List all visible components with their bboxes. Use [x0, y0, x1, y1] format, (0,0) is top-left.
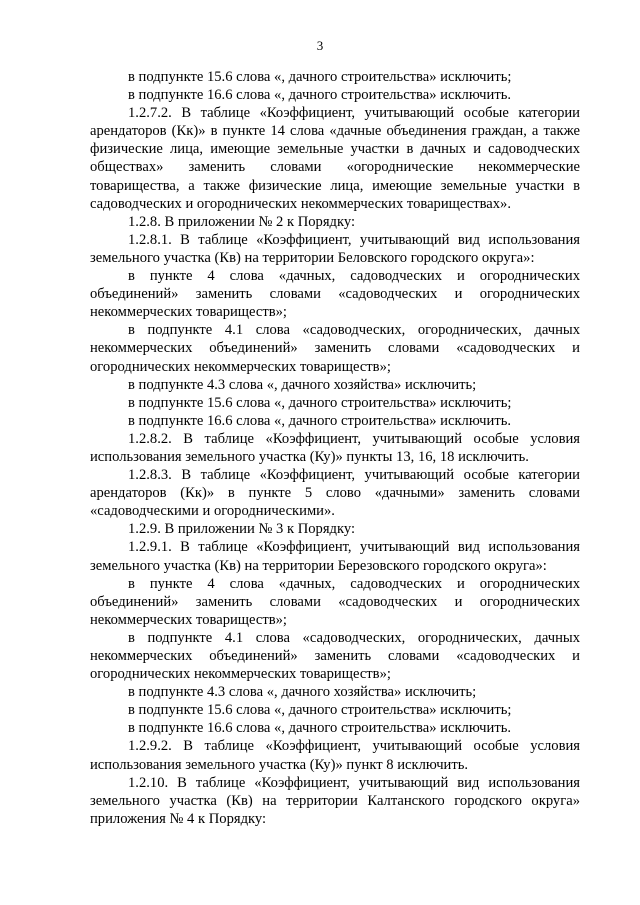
paragraph: 1.2.8.1. В таблице «Коэффициент, учитывающий вид использования земельного участка (Кв) на территории Беловского городского округа»: [90, 231, 580, 266]
paragraph: в подпункте 16.6 слова «, дачного строительства» исключить. [128, 412, 512, 429]
paragraph: 1.2.9. В приложении № 3 к Порядку: [128, 521, 356, 538]
paragraph: в подпункте 16.6 слова «, дачного строительства» исключить. [128, 87, 512, 104]
paragraph: 1.2.8.3. В таблице «Коэффициент, учитывающий особые категории арендаторов (Кк)» в пункте 5 слово «дачными» заменить словами «садоводческими и огородническими». [90, 467, 580, 520]
paragraph: 1.2.9.1. В таблице «Коэффициент, учитывающий вид использования земельного участка (Кв) на территории Березовского городского округа»: [90, 539, 580, 574]
paragraph: 1.2.8. В приложении № 2 к Порядку: [128, 213, 356, 230]
paragraph: в подпункте 4.3 слова «, дачного хозяйства» исключить; [128, 684, 477, 701]
paragraph: в пункте 4 слова «дачных, садоводческих и огороднических объединений» заменить словами «садоводческих и огороднических некоммерческих товариществ»; [90, 575, 580, 628]
paragraph: в подпункте 15.6 слова «, дачного строительства» исключить; [128, 69, 512, 85]
paragraph: в подпункте 4.1 слова «садоводческих, огороднических, дачных некоммерческих объединений» заменить словами «садоводческих и огороднических некоммерческих товариществ»; [90, 629, 580, 683]
page-number: 3 [316, 38, 324, 53]
paragraph: в подпункте 15.6 слова «, дачного строительства» исключить; [128, 394, 512, 411]
paragraph: 1.2.8.2. В таблице «Коэффициент, учитывающий особые условия использования земельного участка (Ку)» пункты 13, 16, 18 исключить. [90, 430, 580, 465]
paragraph: в пункте 4 слова «дачных, садоводческих и огороднических объединений» заменить словами «садоводческих и огороднических некоммерческих товариществ»; [90, 268, 580, 321]
paragraph: 1.2.10. В таблице «Коэффициент, учитывающий вид использования земельного участка (Кв) на территории Калтанского городского округа» приложения № 4 к Порядку: [90, 774, 580, 827]
paragraph: в подпункте 4.1 слова «садоводческих, огороднических, дачных некоммерческих объединений» заменить словами «садоводческих и огороднических некоммерческих товариществ»; [90, 322, 580, 375]
paragraph: 1.2.9.2. В таблице «Коэффициент, учитывающий особые условия использования земельного участка (Ку)» пункт 8 исключить. [90, 738, 580, 773]
paragraph: в подпункте 16.6 слова «, дачного строительства» исключить. [128, 720, 512, 737]
paragraph: 1.2.7.2. В таблице «Коэффициент, учитывающий особые категории арендаторов (Кк)» в пункте 14 слова «дачные объединения граждан, а также физические лица, имеющие земельные участки в дачных и садоводческих обществах» заменить словами «огороднические некоммерческие товарищества, а также физические лица, имеющие земельные участки в садоводческих и огороднических некоммерческих товариществах». [90, 105, 580, 212]
document-body [90, 68, 580, 828]
paragraph: в подпункте 15.6 слова «, дачного строительства» исключить; [128, 702, 512, 719]
paragraph: в подпункте 4.3 слова «, дачного хозяйства» исключить; [128, 376, 477, 393]
